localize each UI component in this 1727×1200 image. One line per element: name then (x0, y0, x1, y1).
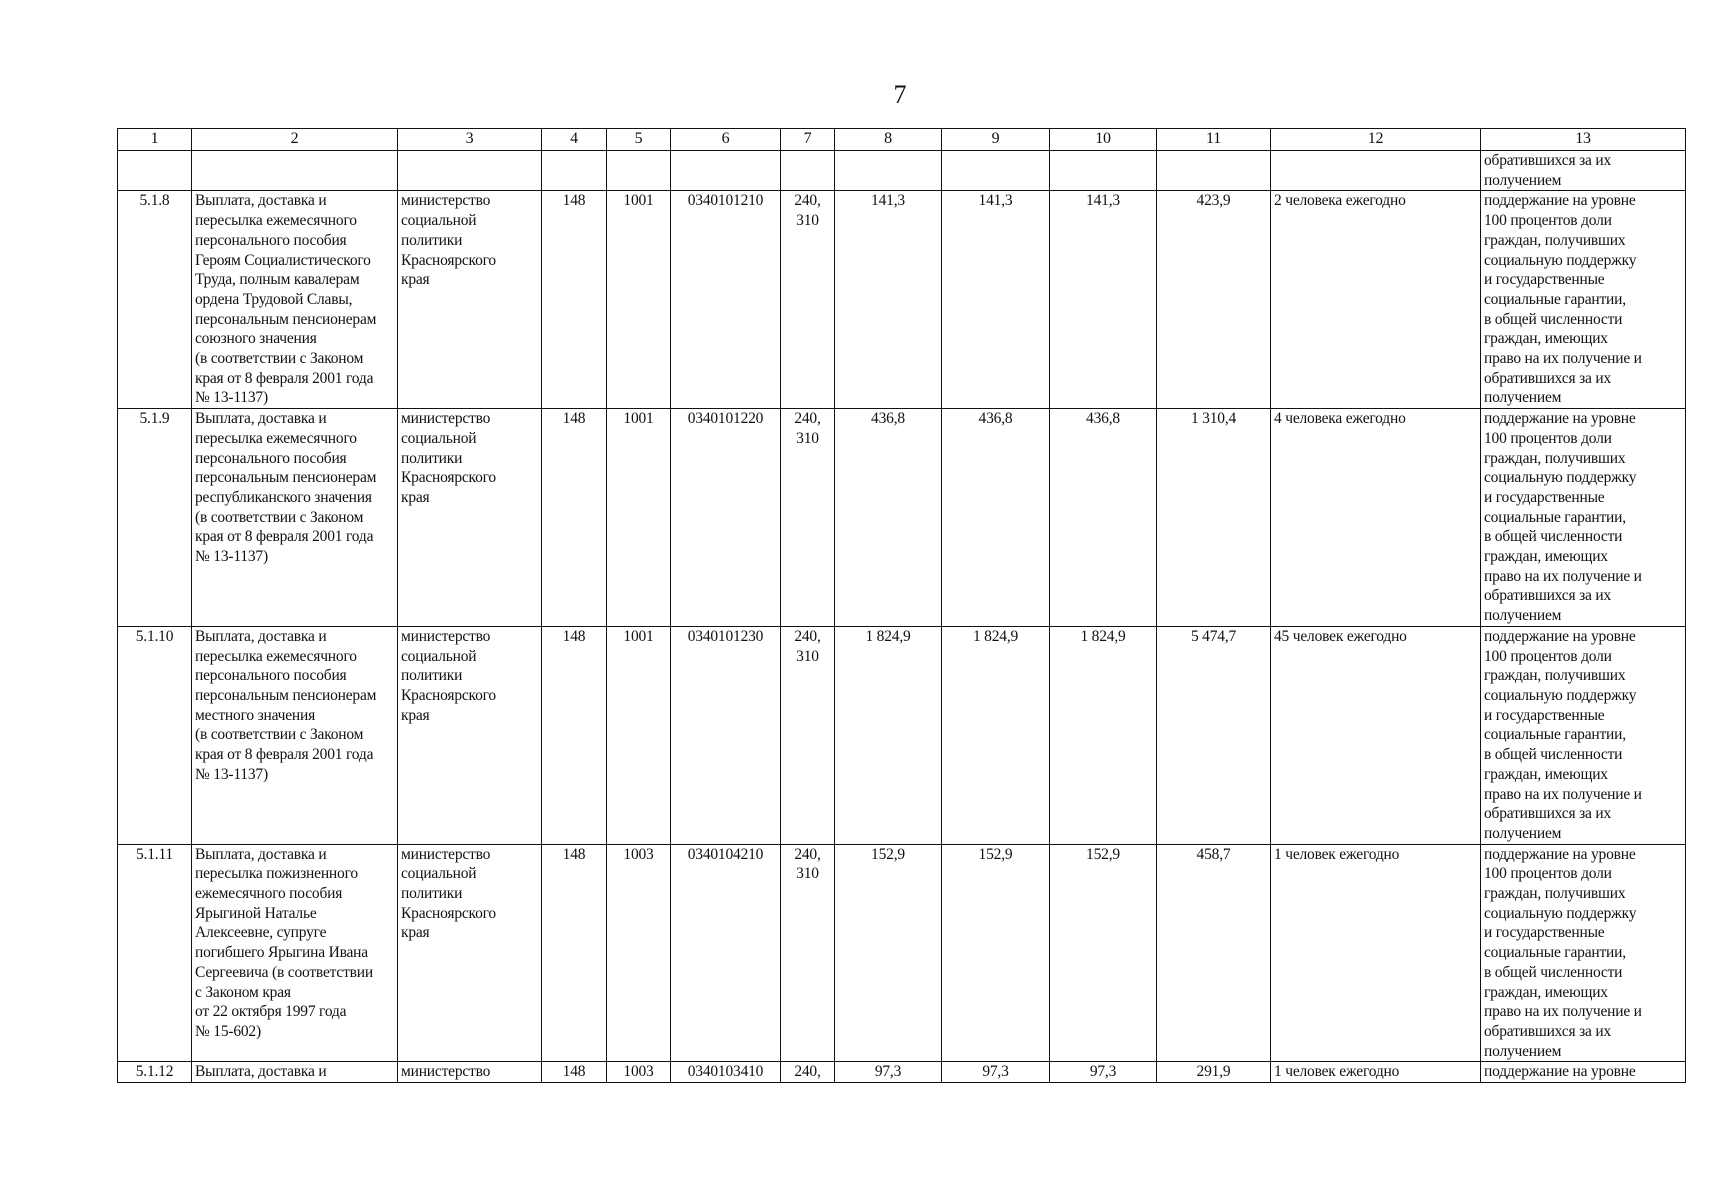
text-line: 310 (796, 212, 819, 230)
cell-col9: 436,8 (942, 409, 1050, 627)
text-line: получением (1484, 171, 1562, 189)
text-line: социальные гарантии, (1484, 508, 1626, 526)
text-line: 310 (796, 865, 819, 883)
text-line: Выплата, доставка и (195, 410, 327, 428)
text-line: пересылка ежемесячного (195, 429, 357, 447)
cell-col10: 152,9 (1050, 844, 1157, 1062)
cell-item-number: 5.1.8 (118, 191, 192, 409)
text-line: (в соответствии с Законом (195, 508, 364, 526)
text-line: местного значения (195, 706, 316, 724)
text-line: Выплата, доставка и (195, 845, 327, 863)
cell-col6: 0340101220 (671, 409, 781, 627)
cell-agency (398, 1062, 542, 1083)
text-line: края (401, 271, 430, 289)
text-line: поддержание на уровне (1484, 410, 1636, 428)
cell-result (1481, 626, 1686, 844)
text-line: ежемесячного пособия (195, 885, 343, 903)
cell-col5: 1003 (607, 844, 671, 1062)
cell-col7 (781, 1062, 835, 1083)
cell-description (192, 409, 398, 627)
cell-empty (607, 151, 671, 191)
text-line: Алексеевне, супруге (195, 924, 327, 942)
cell-col10: 436,8 (1050, 409, 1157, 627)
column-header-1: 1 (118, 129, 192, 151)
cell-col12: 45 человек ежегодно (1271, 626, 1481, 844)
text-line: политики (401, 667, 463, 685)
text-line: министерство (401, 192, 491, 210)
cell-col12: 1 человек ежегодно (1271, 844, 1481, 1062)
column-header-5: 5 (607, 129, 671, 151)
text-line: граждан, получивших (1484, 667, 1626, 685)
text-line: в общей численности (1484, 963, 1623, 981)
text-line: и государственные (1484, 271, 1605, 289)
text-line: 240, (794, 410, 821, 428)
cell-col5: 1001 (607, 409, 671, 627)
text-line: социальную поддержку (1484, 469, 1637, 487)
text-line: обратившихся за их (1484, 1022, 1611, 1040)
text-line: министерство (401, 845, 491, 863)
text-line: погибшего Ярыгина Ивана (195, 944, 368, 962)
cell-col11: 291,9 (1157, 1062, 1271, 1083)
text-line: право на их получение и (1484, 785, 1642, 803)
text-line: пересылка ежемесячного (195, 212, 357, 230)
column-header-12: 12 (1271, 129, 1481, 151)
cell-col7 (781, 626, 835, 844)
text-line: социальной (401, 212, 477, 230)
table-row (118, 626, 1686, 844)
text-line: 310 (796, 647, 819, 665)
text-line: право на их получение и (1484, 350, 1642, 368)
text-line: Красноярского (401, 904, 496, 922)
text-line: обратившихся за их (1484, 369, 1611, 387)
text-line: Ярыгиной Наталье (195, 904, 317, 922)
text-line: персональным пенсионерам (195, 469, 377, 487)
cell-col7 (781, 409, 835, 627)
cell-col10: 97,3 (1050, 1062, 1157, 1083)
column-header-7: 7 (781, 129, 835, 151)
text-line: края (401, 488, 430, 506)
text-line: 100 процентов доли (1484, 212, 1612, 230)
text-line: социальной (401, 647, 477, 665)
table-row (118, 409, 1686, 627)
cell-col4: 148 (542, 409, 607, 627)
text-line: № 13-1137) (195, 389, 268, 407)
column-header-8: 8 (835, 129, 942, 151)
text-line: персонального пособия (195, 449, 347, 467)
cell-col4: 148 (542, 1062, 607, 1083)
cell-result (1481, 409, 1686, 627)
cell-empty (942, 151, 1050, 191)
text-line: и государственные (1484, 924, 1605, 942)
cell-col8: 1 824,9 (835, 626, 942, 844)
text-line: граждан, имеющих (1484, 765, 1608, 783)
text-line: социальные гарантии, (1484, 944, 1626, 962)
page-number: 7 (893, 80, 907, 109)
text-line: обратившихся за их (1484, 805, 1611, 823)
cell-empty (398, 151, 542, 191)
text-line: политики (401, 885, 463, 903)
text-line: пересылка ежемесячного (195, 647, 357, 665)
cell-col8: 141,3 (835, 191, 942, 409)
column-header-2: 2 (192, 129, 398, 151)
text-line: Сергеевича (в соответствии (195, 963, 373, 981)
text-line: поддержание на уровне (1484, 627, 1636, 645)
cell-col4: 148 (542, 191, 607, 409)
cell-col4: 148 (542, 844, 607, 1062)
cell-item-number: 5.1.9 (118, 409, 192, 627)
cell-agency (398, 844, 542, 1062)
cell-col12: 2 человека ежегодно (1271, 191, 1481, 409)
cell-col5: 1001 (607, 191, 671, 409)
text-line: и государственные (1484, 488, 1605, 506)
cell-empty (192, 151, 398, 191)
text-line: Красноярского (401, 251, 496, 269)
text-line: поддержание на уровне (1484, 845, 1636, 863)
table-row (118, 191, 1686, 409)
cell-col7 (781, 844, 835, 1062)
text-line: в общей численности (1484, 528, 1623, 546)
text-line: 100 процентов доли (1484, 865, 1612, 883)
cell-result (1481, 844, 1686, 1062)
text-line: Выплата, доставка и (195, 627, 327, 645)
text-line: граждан, получивших (1484, 231, 1626, 249)
column-header-10: 10 (1050, 129, 1157, 151)
column-header-9: 9 (942, 129, 1050, 151)
cell-empty (671, 151, 781, 191)
cell-empty (835, 151, 942, 191)
column-number-header-row (118, 129, 1686, 151)
cell-col11: 423,9 (1157, 191, 1271, 409)
text-line: 240, (794, 627, 821, 645)
cell-empty (1157, 151, 1271, 191)
cell-description (192, 1062, 398, 1083)
text-line: 240, (794, 1063, 821, 1081)
table-row (118, 1062, 1686, 1083)
text-line: право на их получение и (1484, 1003, 1642, 1021)
text-line: министерство (401, 1063, 491, 1081)
text-line: (в соответствии с Законом (195, 350, 364, 368)
text-line: граждан, получивших (1484, 449, 1626, 467)
cell-col9: 141,3 (942, 191, 1050, 409)
text-line: социальную поддержку (1484, 686, 1637, 704)
column-header-13: 13 (1481, 129, 1686, 151)
column-header-11: 11 (1157, 129, 1271, 151)
cell-description (192, 626, 398, 844)
column-header-4: 4 (542, 129, 607, 151)
text-line: социальную поддержку (1484, 251, 1637, 269)
cell-description (192, 844, 398, 1062)
text-line: в общей численности (1484, 746, 1623, 764)
text-line: и государственные (1484, 706, 1605, 724)
cell-col9: 97,3 (942, 1062, 1050, 1083)
text-line: республиканского значения (195, 488, 372, 506)
text-line: 240, (794, 192, 821, 210)
text-line: получением (1484, 1042, 1562, 1060)
text-line: Труда, полным кавалерам (195, 271, 360, 289)
text-line: 100 процентов доли (1484, 647, 1612, 665)
text-line: политики (401, 449, 463, 467)
continuation-row (118, 151, 1686, 191)
cell-col6: 0340104210 (671, 844, 781, 1062)
text-line: края от 8 февраля 2001 года (195, 528, 374, 546)
cell-col11: 5 474,7 (1157, 626, 1271, 844)
cell-empty (1050, 151, 1157, 191)
cell-empty (1271, 151, 1481, 191)
text-line: политики (401, 231, 463, 249)
text-line: в общей численности (1484, 310, 1623, 328)
cell-col5: 1001 (607, 626, 671, 844)
cell-item-number: 5.1.10 (118, 626, 192, 844)
cell-col12: 1 человек ежегодно (1271, 1062, 1481, 1083)
text-line: министерство (401, 627, 491, 645)
text-line: № 15-602) (195, 1022, 261, 1040)
cell-col7 (781, 191, 835, 409)
cell-col6: 0340101230 (671, 626, 781, 844)
text-line: персональным пенсионерам (195, 686, 377, 704)
cell-col8: 152,9 (835, 844, 942, 1062)
text-line: края (401, 706, 430, 724)
text-line: поддержание на уровне (1484, 192, 1636, 210)
text-line: Выплата, доставка и (195, 192, 327, 210)
cell-col10: 141,3 (1050, 191, 1157, 409)
text-line: края (401, 924, 430, 942)
text-line: края от 8 февраля 2001 года (195, 746, 374, 764)
text-line: получением (1484, 607, 1562, 625)
cell-col11: 1 310,4 (1157, 409, 1271, 627)
text-line: № 13-1137) (195, 548, 268, 566)
text-line: 310 (796, 429, 819, 447)
cell-col10: 1 824,9 (1050, 626, 1157, 844)
cell-result (1481, 1062, 1686, 1083)
cell-col6: 0340101210 (671, 191, 781, 409)
text-line: Героям Социалистического (195, 251, 371, 269)
text-line: поддержание на уровне (1484, 1063, 1636, 1081)
table-row (118, 844, 1686, 1062)
text-line: социальной (401, 865, 477, 883)
text-line: право на их получение и (1484, 567, 1642, 585)
text-line: Красноярского (401, 686, 496, 704)
text-line: Красноярского (401, 469, 496, 487)
text-line: граждан, получивших (1484, 885, 1626, 903)
text-line: социальные гарантии, (1484, 726, 1626, 744)
text-line: края от 8 февраля 2001 года (195, 369, 374, 387)
text-line: министерство (401, 410, 491, 428)
text-line: ордена Трудовой Славы, (195, 290, 353, 308)
text-line: персональным пенсионерам (195, 310, 377, 328)
cell-agency (398, 626, 542, 844)
column-header-3: 3 (398, 129, 542, 151)
text-line: социальной (401, 429, 477, 447)
cell-item-number: 5.1.12 (118, 1062, 192, 1083)
text-line: Выплата, доставка и (195, 1063, 327, 1081)
text-line: социальную поддержку (1484, 904, 1637, 922)
text-line: социальные гарантии, (1484, 290, 1626, 308)
budget-measures-table (117, 128, 1686, 1083)
cell-col4: 148 (542, 626, 607, 844)
text-line: граждан, имеющих (1484, 548, 1608, 566)
cell-agency (398, 409, 542, 627)
text-line: от 22 октября 1997 года (195, 1003, 347, 1021)
text-line: союзного значения (195, 330, 317, 348)
cell-col6: 0340103410 (671, 1062, 781, 1083)
text-line: персонального пособия (195, 231, 347, 249)
text-line: пересылка пожизненного (195, 865, 358, 883)
cell-col11: 458,7 (1157, 844, 1271, 1062)
cell-result (1481, 191, 1686, 409)
cell-description (192, 191, 398, 409)
text-line: обратившихся за их (1484, 587, 1611, 605)
column-header-6: 6 (671, 129, 781, 151)
cell-col9: 1 824,9 (942, 626, 1050, 844)
cell-empty (781, 151, 835, 191)
text-line: 240, (794, 845, 821, 863)
cell-empty (542, 151, 607, 191)
cell-item-number: 5.1.11 (118, 844, 192, 1062)
cell-col12: 4 человека ежегодно (1271, 409, 1481, 627)
text-line: получением (1484, 389, 1562, 407)
text-line: обратившихся за их (1484, 152, 1611, 169)
text-line: (в соответствии с Законом (195, 726, 364, 744)
cell-col8: 97,3 (835, 1062, 942, 1083)
text-line: 100 процентов доли (1484, 429, 1612, 447)
text-line: граждан, имеющих (1484, 983, 1608, 1001)
cell-result-continuation (1481, 151, 1686, 191)
text-line: с Законом края (195, 983, 291, 1001)
cell-empty (118, 151, 192, 191)
cell-col8: 436,8 (835, 409, 942, 627)
cell-col5: 1003 (607, 1062, 671, 1083)
cell-agency (398, 191, 542, 409)
cell-col9: 152,9 (942, 844, 1050, 1062)
text-line: персонального пособия (195, 667, 347, 685)
text-line: граждан, имеющих (1484, 330, 1608, 348)
text-line: получением (1484, 824, 1562, 842)
text-line: № 13-1137) (195, 765, 268, 783)
